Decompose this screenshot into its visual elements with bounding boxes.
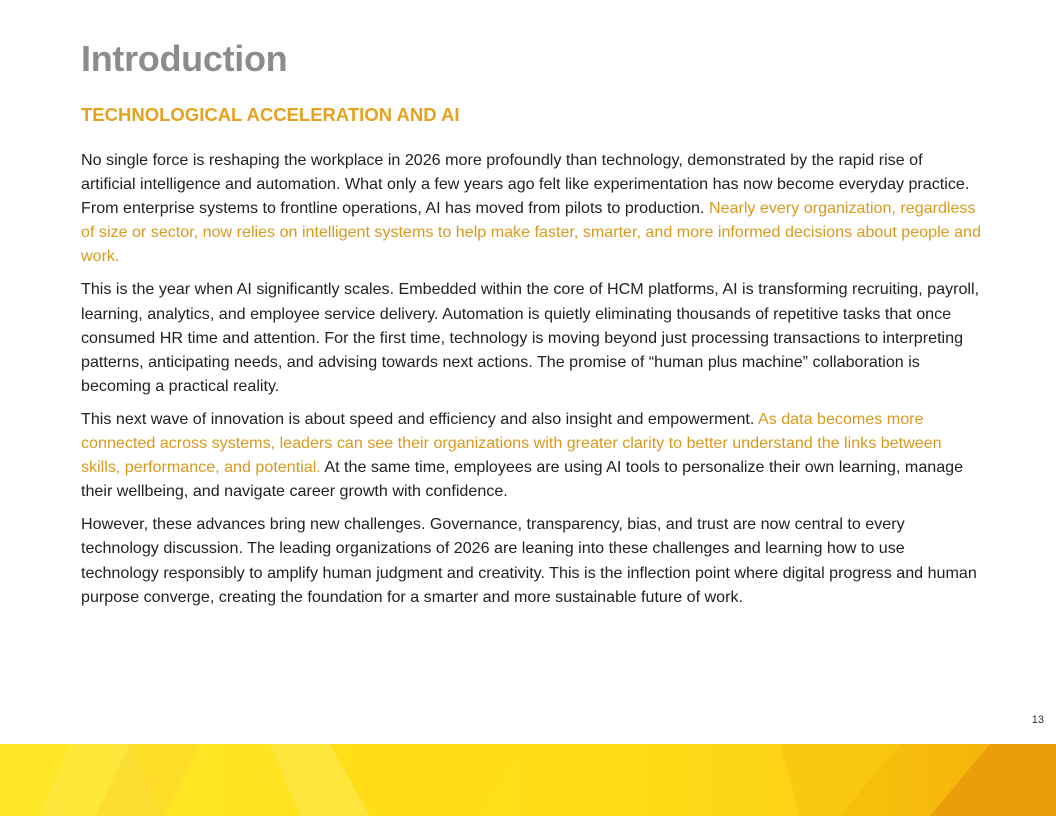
body-text xyxy=(81,148,981,618)
footer-decorative-band xyxy=(0,744,1056,816)
paragraph-3-text-after: At the same time, employees are using AI tools to personalize their own learning, manage their wellbeing, and navigate career growth with confidence. xyxy=(81,458,964,501)
paragraph-2 xyxy=(81,277,981,397)
paragraph-3-text: This next wave of innovation is about speed and efficiency and also insight and empowerment. xyxy=(81,409,755,428)
paragraph-2-text: This is the year when AI significantly scales. Embedded within the core of HCM platforms, AI is transforming recruiting, payroll, learning, analytics, and employee service delivery. Automation is quietly eliminating thousands of repetitive tasks that once consumed HR time and attention. For the first time, technology is moving beyond just processing transactions to interpreting patterns, anticipating needs, and advising towards next actions. The promise of “human plus machine” collaboration is becoming a practical reality. xyxy=(81,280,980,395)
paragraph-3 xyxy=(81,407,981,503)
paragraph-1 xyxy=(81,148,981,268)
page-title: Introduction xyxy=(81,38,288,79)
section-heading: TECHNOLOGICAL ACCELERATION AND AI xyxy=(81,104,460,125)
page-number: 13 xyxy=(1031,714,1044,726)
band-shard-6 xyxy=(480,744,800,816)
paragraph-4 xyxy=(81,512,981,608)
paragraph-1-text: No single force is reshaping the workplace in 2026 more profoundly than technology, demonstrated by the rapid rise of artificial intelligence and automation. What only a few years ago felt like experimentation has now become everyday practice. From enterprise systems to frontline operations, AI has moved from pilots to production. xyxy=(81,151,970,218)
paragraph-3-highlight: As data becomes more connected across systems, leaders can see their organizations with greater clarity to better understand the links between skills, performance, and potential. xyxy=(81,409,942,477)
paragraph-1-highlight: Nearly every organization, regardless of size or sector, now relies on intelligent systems to help make faster, smarter, and more informed decisions about people and work. xyxy=(81,199,981,266)
paragraph-4-text: However, these advances bring new challenges. Governance, transparency, bias, and trust are now central to every technology discussion. The leading organizations of 2026 are leaning into these challenges and learning how to use technology responsibly to amplify human judgment and creativity. This is the inflection point where digital progress and human purpose converge, creating the foundation for a smarter and more sustainable future of work. xyxy=(81,515,977,606)
